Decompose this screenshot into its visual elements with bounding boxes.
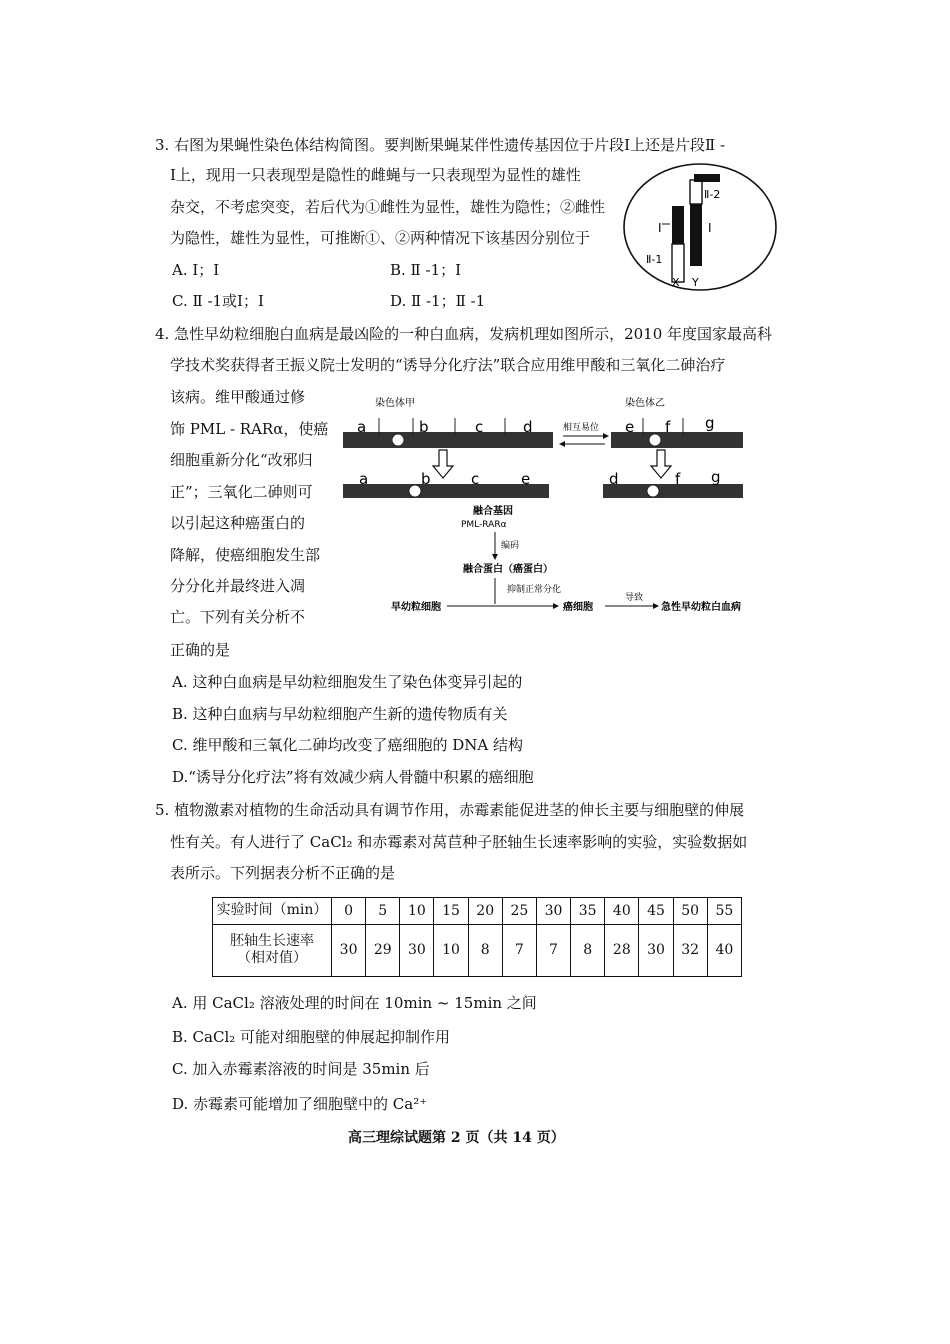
- table-cell: 20: [468, 898, 502, 925]
- cause-label: 导致: [625, 593, 644, 603]
- leukemia-mechanism-diagram: [335, 388, 765, 623]
- q5-option-c: C. 加入赤霉素溶液的时间是 35min 后: [172, 1060, 430, 1078]
- gene-label: g: [711, 468, 721, 486]
- table-cell: 45: [639, 898, 673, 925]
- table-cell: 30: [536, 898, 570, 925]
- table-row: [213, 924, 742, 976]
- q4-option-d: D.“诱导分化疗法”将有效减少病人骨髓中积累的癌细胞: [172, 768, 534, 786]
- table-cell: 25: [502, 898, 536, 925]
- q4-side-line: 该病。维甲酸通过修: [170, 388, 306, 406]
- gene-label: c: [471, 470, 480, 488]
- q5-option-b: B. CaCl₂ 可能对细胞壁的伸展起抑制作用: [172, 1028, 451, 1046]
- q4-side-line: 正确的是: [170, 641, 231, 659]
- table-cell: 55: [707, 898, 741, 925]
- fusion-gene-label: 融合基因: [473, 506, 513, 517]
- q5-line3: 表所示。下列据表分析不正确的是: [170, 864, 396, 882]
- rate-header-line1: 胚轴生长速率: [230, 933, 314, 950]
- table-cell: 40: [707, 924, 741, 976]
- sex-chromosome-diagram: [620, 160, 780, 300]
- q3-option-b: B. Ⅱ -1；Ⅰ: [390, 261, 462, 279]
- promyelocyte-label: 早幼粒细胞: [391, 602, 441, 613]
- q4-option-c: C. 维甲酸和三氧化二砷均改变了癌细胞的 DNA 结构: [172, 736, 524, 754]
- down-arrow-icon: [433, 450, 453, 478]
- q4-option-b: B. 这种白血病与早幼粒细胞产生新的遗传物质有关: [172, 705, 508, 723]
- table-cell: 8: [571, 924, 605, 976]
- fusion-protein-label: 融合蛋白（癌蛋白）: [463, 564, 553, 575]
- q4-line1: 4. 急性早幼粒细胞白血病是最凶险的一种白血病，发病机理如图所示，2010 年度国家最高科: [155, 325, 773, 343]
- q3-line2: Ⅰ上，现用一只表现型是隐性的雌蝇与一只表现型为显性的雄性: [170, 166, 581, 184]
- down-arrow-icon: [651, 450, 671, 478]
- label-i-left: Ⅰ: [658, 221, 662, 235]
- label-i-right: Ⅰ: [708, 221, 712, 235]
- table-cell: 30: [400, 924, 434, 976]
- y-chromosome-segment-i: [690, 204, 702, 266]
- label-x: X: [672, 276, 680, 289]
- table-cell: 28: [605, 924, 639, 976]
- gene-label: b: [419, 418, 429, 436]
- translocation-label: 相互易位: [563, 423, 600, 433]
- q3-line1: 3. 右图为果蝇性染色体结构简图。要判断果蝇某伴性遗传基因位于片段Ⅰ上还是片段Ⅱ -: [155, 136, 726, 154]
- gene-label: a: [357, 418, 367, 436]
- table-cell: 29: [366, 924, 400, 976]
- gene-label: b: [421, 470, 431, 488]
- label-ii2: Ⅱ-2: [704, 188, 721, 201]
- table-header-time: 实验时间（min）: [213, 898, 332, 925]
- chromosome-a-label: 染色体甲: [375, 398, 415, 409]
- cancer-cell-label: 癌细胞: [563, 602, 593, 613]
- table-cell: 32: [673, 924, 707, 976]
- chromosome-a-bottom: [343, 484, 549, 498]
- growth-rate-table: [212, 897, 742, 977]
- chromosome-a-top: [343, 432, 553, 448]
- q3-option-d: D. Ⅱ -1；Ⅱ -1: [390, 292, 486, 310]
- gene-label: f: [665, 418, 671, 436]
- gene-label: d: [609, 470, 619, 488]
- table-cell: 5: [366, 898, 400, 925]
- label-ii1: Ⅱ-1: [646, 253, 663, 266]
- table-cell: 10: [434, 924, 468, 976]
- table-cell: 8: [468, 924, 502, 976]
- q4-side-line: 细胞重新分化“改邪归: [170, 451, 313, 469]
- table-cell: 0: [332, 898, 366, 925]
- fusion-gene-name: PML-RARα: [461, 520, 507, 530]
- q4-option-a: A. 这种白血病是早幼粒细胞发生了染色体变异引起的: [172, 673, 523, 691]
- table-cell: 7: [502, 924, 536, 976]
- gene-label: e: [625, 418, 635, 436]
- q5-line2: 性有关。有人进行了 CaCl₂ 和赤霉素对莴苣种子胚轴生长速率影响的实验，实验数据如: [170, 833, 748, 851]
- q3-line3: 杂交，不考虑突变，若后代为①雌性为显性，雄性为隐性；②雌性: [170, 198, 606, 216]
- table-cell: 30: [639, 924, 673, 976]
- q4-side-line: 降解，使癌细胞发生部: [170, 546, 321, 564]
- q3-option-a: A. Ⅰ；Ⅰ: [172, 261, 220, 279]
- q3-line4: 为隐性，雄性为显性，可推断①、②两种情况下该基因分别位于: [170, 229, 591, 247]
- q5-option-d: D. 赤霉素可能增加了细胞壁中的 Ca²⁺: [172, 1095, 428, 1113]
- gene-label: f: [675, 470, 681, 488]
- q4-line2: 学技术奖获得者王振义院士发明的“诱导分化疗法”联合应用维甲酸和三氧化二砷治疗: [170, 356, 726, 374]
- table-cell: 35: [571, 898, 605, 925]
- table-cell: 50: [673, 898, 707, 925]
- gene-label: g: [705, 414, 715, 432]
- q5-line1: 5. 植物激素对植物的生命活动具有调节作用，赤霉素能促进茎的伸长主要与细胞壁的伸展: [155, 801, 745, 819]
- q3-option-c: C. Ⅱ -1或Ⅰ；Ⅰ: [172, 292, 264, 310]
- encode-label: 编码: [501, 541, 520, 551]
- chromosome-b-bottom: [603, 484, 743, 498]
- leukemia-label: 急性早幼粒白血病: [661, 602, 741, 613]
- q4-side-line: 正”；三氧化二砷则可: [170, 483, 313, 501]
- table-cell: 40: [605, 898, 639, 925]
- gene-label: a: [359, 470, 369, 488]
- table-cell: 7: [536, 924, 570, 976]
- chromosome-b-label: 染色体乙: [625, 398, 665, 409]
- table-cell: 30: [332, 924, 366, 976]
- inhibit-label: 抑制正常分化: [507, 585, 562, 595]
- y-chromosome-segment-ii2: [690, 180, 702, 204]
- q5-option-a: A. 用 CaCl₂ 溶液处理的时间在 10min ~ 15min 之间: [172, 994, 537, 1012]
- gene-label: d: [523, 418, 533, 436]
- gene-label: c: [475, 418, 484, 436]
- table-row: [213, 898, 742, 925]
- table-header-rate: [213, 924, 332, 976]
- table-cell: 10: [400, 898, 434, 925]
- q4-side-line: 以引起这种癌蛋白的: [170, 514, 306, 532]
- q4-side-line: 饰 PML - RARα，使癌: [170, 420, 329, 438]
- q4-side-line: 分分化并最终进入凋: [170, 577, 306, 595]
- page-footer: 高三理综试题第 2 页（共 14 页）: [348, 1130, 565, 1146]
- gene-label: e: [521, 470, 531, 488]
- table-cell: 15: [434, 898, 468, 925]
- rate-header-line2: （相对值）: [237, 950, 307, 967]
- label-y: Y: [692, 276, 699, 289]
- q4-side-line: 亡。下列有关分析不: [170, 608, 306, 626]
